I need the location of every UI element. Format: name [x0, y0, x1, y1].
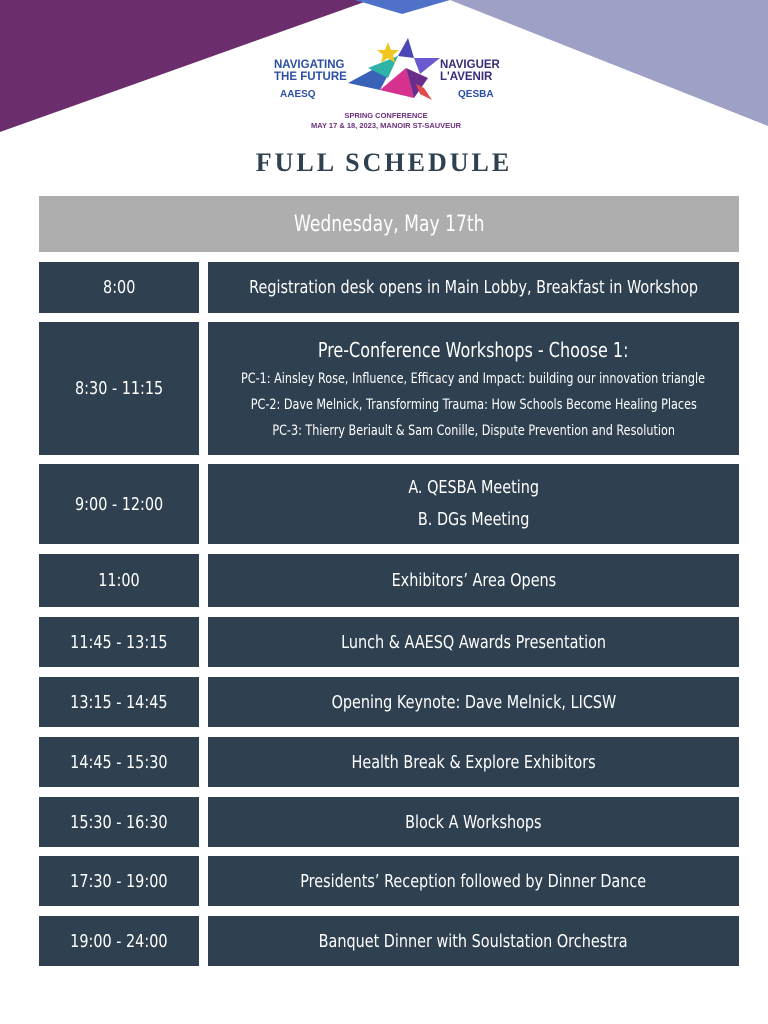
time-cell [39, 262, 199, 313]
time-cell [39, 322, 199, 455]
event-cell [208, 677, 739, 727]
logo-text-line: NAVIGATING [274, 59, 345, 71]
time-label: 15:30 - 16:30 [70, 811, 168, 833]
time-label: 14:45 - 15:30 [70, 751, 168, 773]
logo-qesba: QESBA [458, 89, 494, 100]
event-label: Banquet Dinner with Soulstation Orchestra [319, 930, 628, 952]
blue-wedge-shape [355, 0, 450, 14]
time-cell [39, 856, 199, 906]
event-cell [208, 617, 739, 667]
time-cell [39, 797, 199, 847]
time-cell [39, 737, 199, 787]
logo-aaesq: AAESQ [280, 89, 316, 100]
time-label: 13:15 - 14:45 [70, 691, 168, 713]
event-cell [208, 856, 739, 906]
day-label: Wednesday, May 17th [293, 211, 485, 237]
logo-text-line: L'AVENIR [440, 71, 493, 83]
time-cell [39, 916, 199, 966]
time-label: 11:00 [98, 570, 140, 591]
time-label: 9:00 - 12:00 [74, 493, 164, 515]
page-title: FULL SCHEDULE [255, 148, 513, 177]
event-label: Health Break & Explore Exhibitors [351, 751, 596, 773]
time-label: 8:30 - 11:15 [74, 378, 164, 399]
time-label: 8:00 [102, 277, 136, 298]
logo-french-name [440, 59, 500, 83]
conference-label: SPRING CONFERENCE [344, 111, 428, 120]
event-label: Exhibitors’ Area Opens [391, 570, 556, 591]
logo-text-line: THE FUTURE [274, 71, 347, 83]
meeting-option: A. QESBA Meeting [408, 477, 539, 498]
workshop-option: PC-2: Dave Melnick, Transforming Trauma: How Schools Become Healing Places [250, 396, 697, 413]
event-cell [208, 916, 739, 966]
time-cell [39, 677, 199, 727]
event-heading: Pre-Conference Workshops - Choose 1: [318, 337, 629, 362]
event-label: Lunch & AAESQ Awards Presentation [341, 631, 606, 653]
event-label: Opening Keynote: Dave Melnick, LICSW [331, 691, 616, 713]
logo-english-name [274, 59, 347, 83]
event-label: Block A Workshops [405, 811, 542, 833]
conference-dates: MAY 17 & 18, 2023, MANOIR ST-SAUVEUR [310, 121, 462, 130]
event-cell [208, 322, 739, 455]
time-cell [39, 554, 199, 607]
event-label: Presidents’ Reception followed by Dinner Dance [300, 870, 647, 892]
event-cell [208, 737, 739, 787]
time-label: 11:45 - 13:15 [70, 631, 168, 653]
meeting-option: B. DGs Meeting [417, 509, 530, 530]
time-cell [39, 464, 199, 544]
event-cell [208, 262, 739, 313]
event-cell [208, 464, 739, 544]
logo-text-line: NAVIGUER [440, 59, 500, 71]
event-cell [208, 554, 739, 607]
conference-logo [268, 28, 504, 136]
event-cell [208, 797, 739, 847]
time-label: 17:30 - 19:00 [70, 870, 168, 892]
workshop-option: PC-1: Ainsley Rose, Influence, Efficacy and Impact: building our innovation triangle [241, 370, 706, 387]
conference-info [268, 111, 504, 131]
time-label: 19:00 - 24:00 [70, 930, 168, 952]
event-label: Registration desk opens in Main Lobby, Breakfast in Workshop [249, 277, 698, 298]
day-header [39, 196, 739, 252]
workshop-option: PC-3: Thierry Beriault & Sam Conille, Dispute Prevention and Resolution [272, 422, 675, 439]
time-cell [39, 617, 199, 667]
